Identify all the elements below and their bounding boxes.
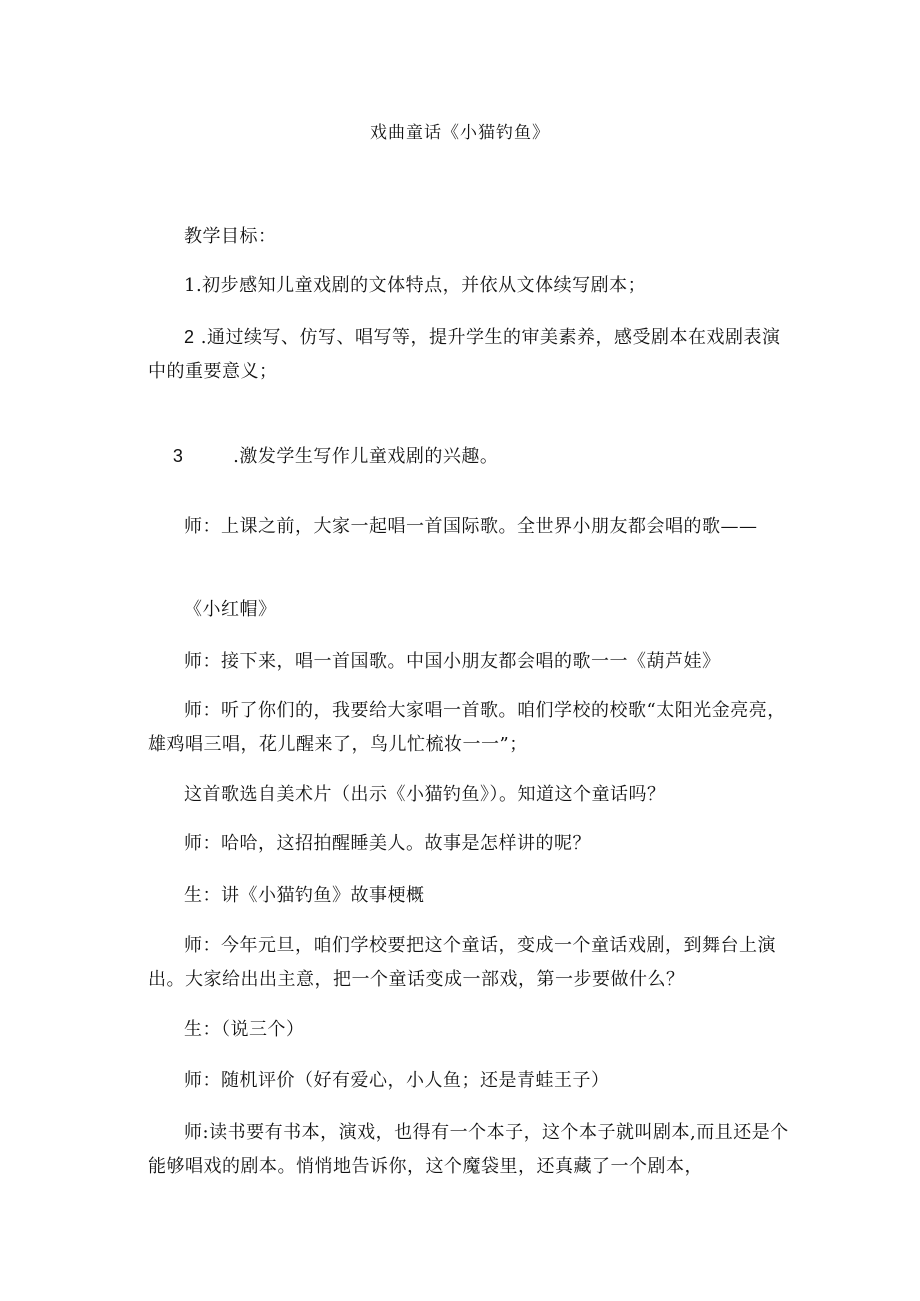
dialogue-line: 这首歌选自美术片（出示《小猫钓鱼》）。知道这个童话吗？: [184, 784, 666, 805]
dialogue-line: 生：（说三个）: [184, 1019, 305, 1040]
goal-item-2: [148, 320, 796, 389]
dialogue-line: 师：哈哈，这招拍醒睡美人。故事是怎样讲的呢？: [184, 833, 591, 854]
goal-text: .初步感知儿童戏剧的文体特点，并依从文体续写剧本；: [195, 275, 647, 296]
dialogue-line: 师：接下来，唱一首国歌。中国小朋友都会唱的歌一一《葫芦娃》: [184, 651, 721, 672]
dialogue-line: 生：讲《小猫钓鱼》故事梗概: [184, 885, 425, 906]
goal-number: 2: [184, 327, 195, 347]
goal-text: .通过续写、仿写、唱写等，提升学生的审美素养，感受剧本在戏剧表演中的重要意义；: [148, 327, 781, 382]
dialogue-line: 师：听了你们的，我要给大家唱一首歌。咱们学校的校歌“太阳光金亮亮，雄鸡唱三唱，花儿醒来了，鸟儿忙梳妆一一”；: [148, 700, 786, 755]
goal-text: .激发学生写作儿童戏剧的兴趣。: [183, 446, 499, 467]
dialogue-line: 师:读书要有书本，演戏，也得有一个本子，这个本子就叫剧本,而且还是个能够唱戏的剧本。悄悄地告诉你，这个魔袋里，还真藏了一个剧本，: [148, 1122, 789, 1177]
dialogue-line: 师：今年元旦，咱们学校要把这个童话，变成一个童话戏剧，到舞台上演出。大家给出出主意，把一个童话变成一部戏，第一步要做什么？: [148, 935, 776, 990]
dialogue-line: 师：上课之前，大家一起唱一首国际歌。全世界小朋友都会唱的歌——: [184, 516, 758, 537]
goal-item-3: [148, 405, 796, 508]
document-title: 戏曲童话《小猫钓鱼》: [370, 123, 550, 143]
dialogue-line: 师：随机评价（好有爱心，小人鱼；还是青蛙王子）: [184, 1070, 610, 1091]
dialogue-line: 《小红帽》: [184, 599, 277, 620]
goals-heading: 教学目标：: [184, 226, 277, 247]
goal-item-1: [148, 269, 796, 303]
goal-number: 1: [184, 275, 196, 296]
goal-number: 3: [172, 446, 184, 466]
